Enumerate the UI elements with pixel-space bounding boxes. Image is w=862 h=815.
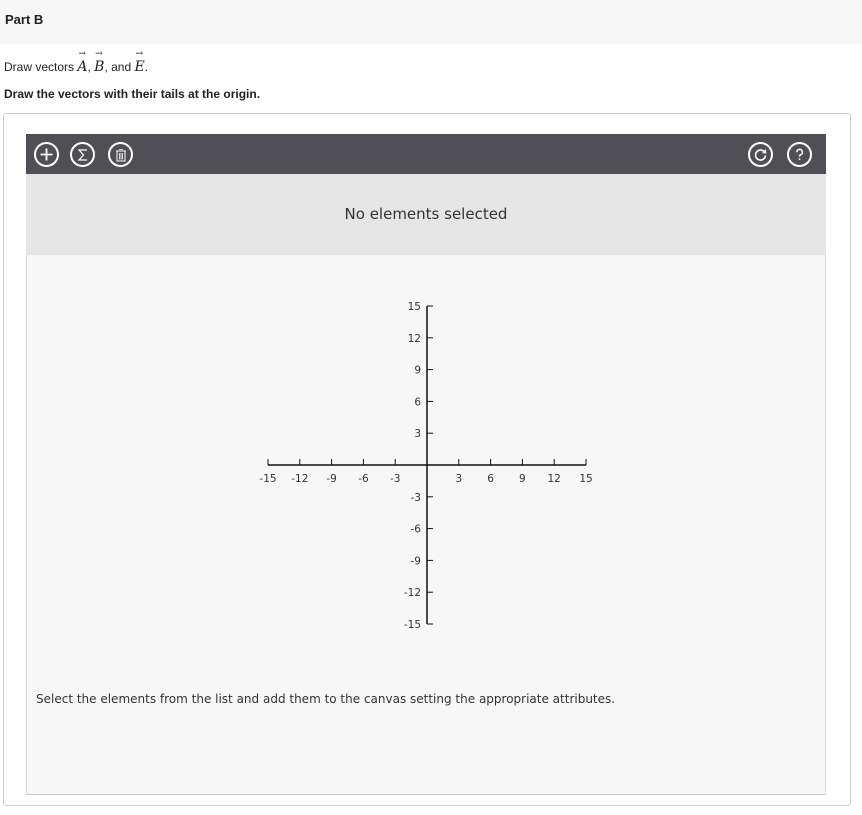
x-tick-label: 12	[547, 473, 561, 485]
reset-button[interactable]	[748, 142, 773, 167]
x-tick-label: 3	[455, 473, 463, 485]
y-tick-label: 6	[414, 396, 421, 409]
help-button[interactable]	[787, 142, 812, 167]
x-tick-label: -6	[358, 473, 369, 485]
y-tick-label: -15	[403, 619, 421, 631]
prompt-text	[4, 49, 149, 75]
x-tick-label: -3	[389, 473, 401, 485]
trash-icon	[115, 148, 127, 162]
y-tick-label: -12	[403, 587, 421, 600]
x-tick-label: 9	[519, 473, 526, 485]
question-icon	[792, 147, 807, 162]
prompt-sep2: , and	[104, 60, 132, 74]
add-element-button[interactable]	[34, 142, 59, 167]
canvas-hint: Select the elements from the list and add them to the canvas setting the appropriate attributes.	[36, 692, 616, 706]
plus-icon	[39, 147, 54, 162]
y-tick-label: 15	[407, 301, 421, 313]
prompt-prefix: Draw vectors	[4, 60, 75, 74]
x-tick-label: 6	[487, 473, 494, 485]
x-tick-label: -9	[326, 473, 337, 485]
y-tick-label: -9	[410, 555, 421, 568]
y-tick-label: -3	[410, 491, 421, 504]
drawing-canvas[interactable]	[26, 255, 826, 795]
sigma-icon	[76, 148, 90, 162]
prompt-suffix: .	[144, 60, 149, 74]
y-tick-label: 12	[407, 332, 421, 345]
instruction-text: Draw the vectors with their tails at the origin.	[4, 87, 261, 101]
y-tick-label: -6	[410, 523, 421, 536]
reset-icon	[753, 147, 768, 162]
y-tick-label: 3	[414, 428, 421, 441]
vector-e-symbol: → E	[134, 49, 145, 75]
coordinate-axes	[27, 255, 827, 695]
selection-info-bar	[26, 174, 826, 255]
vector-sum-button[interactable]	[70, 142, 95, 167]
delete-button[interactable]	[108, 142, 133, 167]
y-tick-label: 9	[414, 364, 421, 377]
selection-status: No elements selected	[344, 205, 508, 223]
vector-b-symbol: → B	[94, 49, 105, 75]
vector-a-symbol: → A	[77, 49, 88, 75]
part-title: Part B	[5, 12, 44, 27]
x-tick-label: -12	[291, 473, 309, 485]
x-tick-label: 15	[579, 473, 593, 485]
prompt-sep1: ,	[87, 60, 91, 74]
part-header	[0, 0, 862, 44]
x-tick-label: -15	[259, 473, 277, 485]
toolbar	[26, 134, 826, 174]
